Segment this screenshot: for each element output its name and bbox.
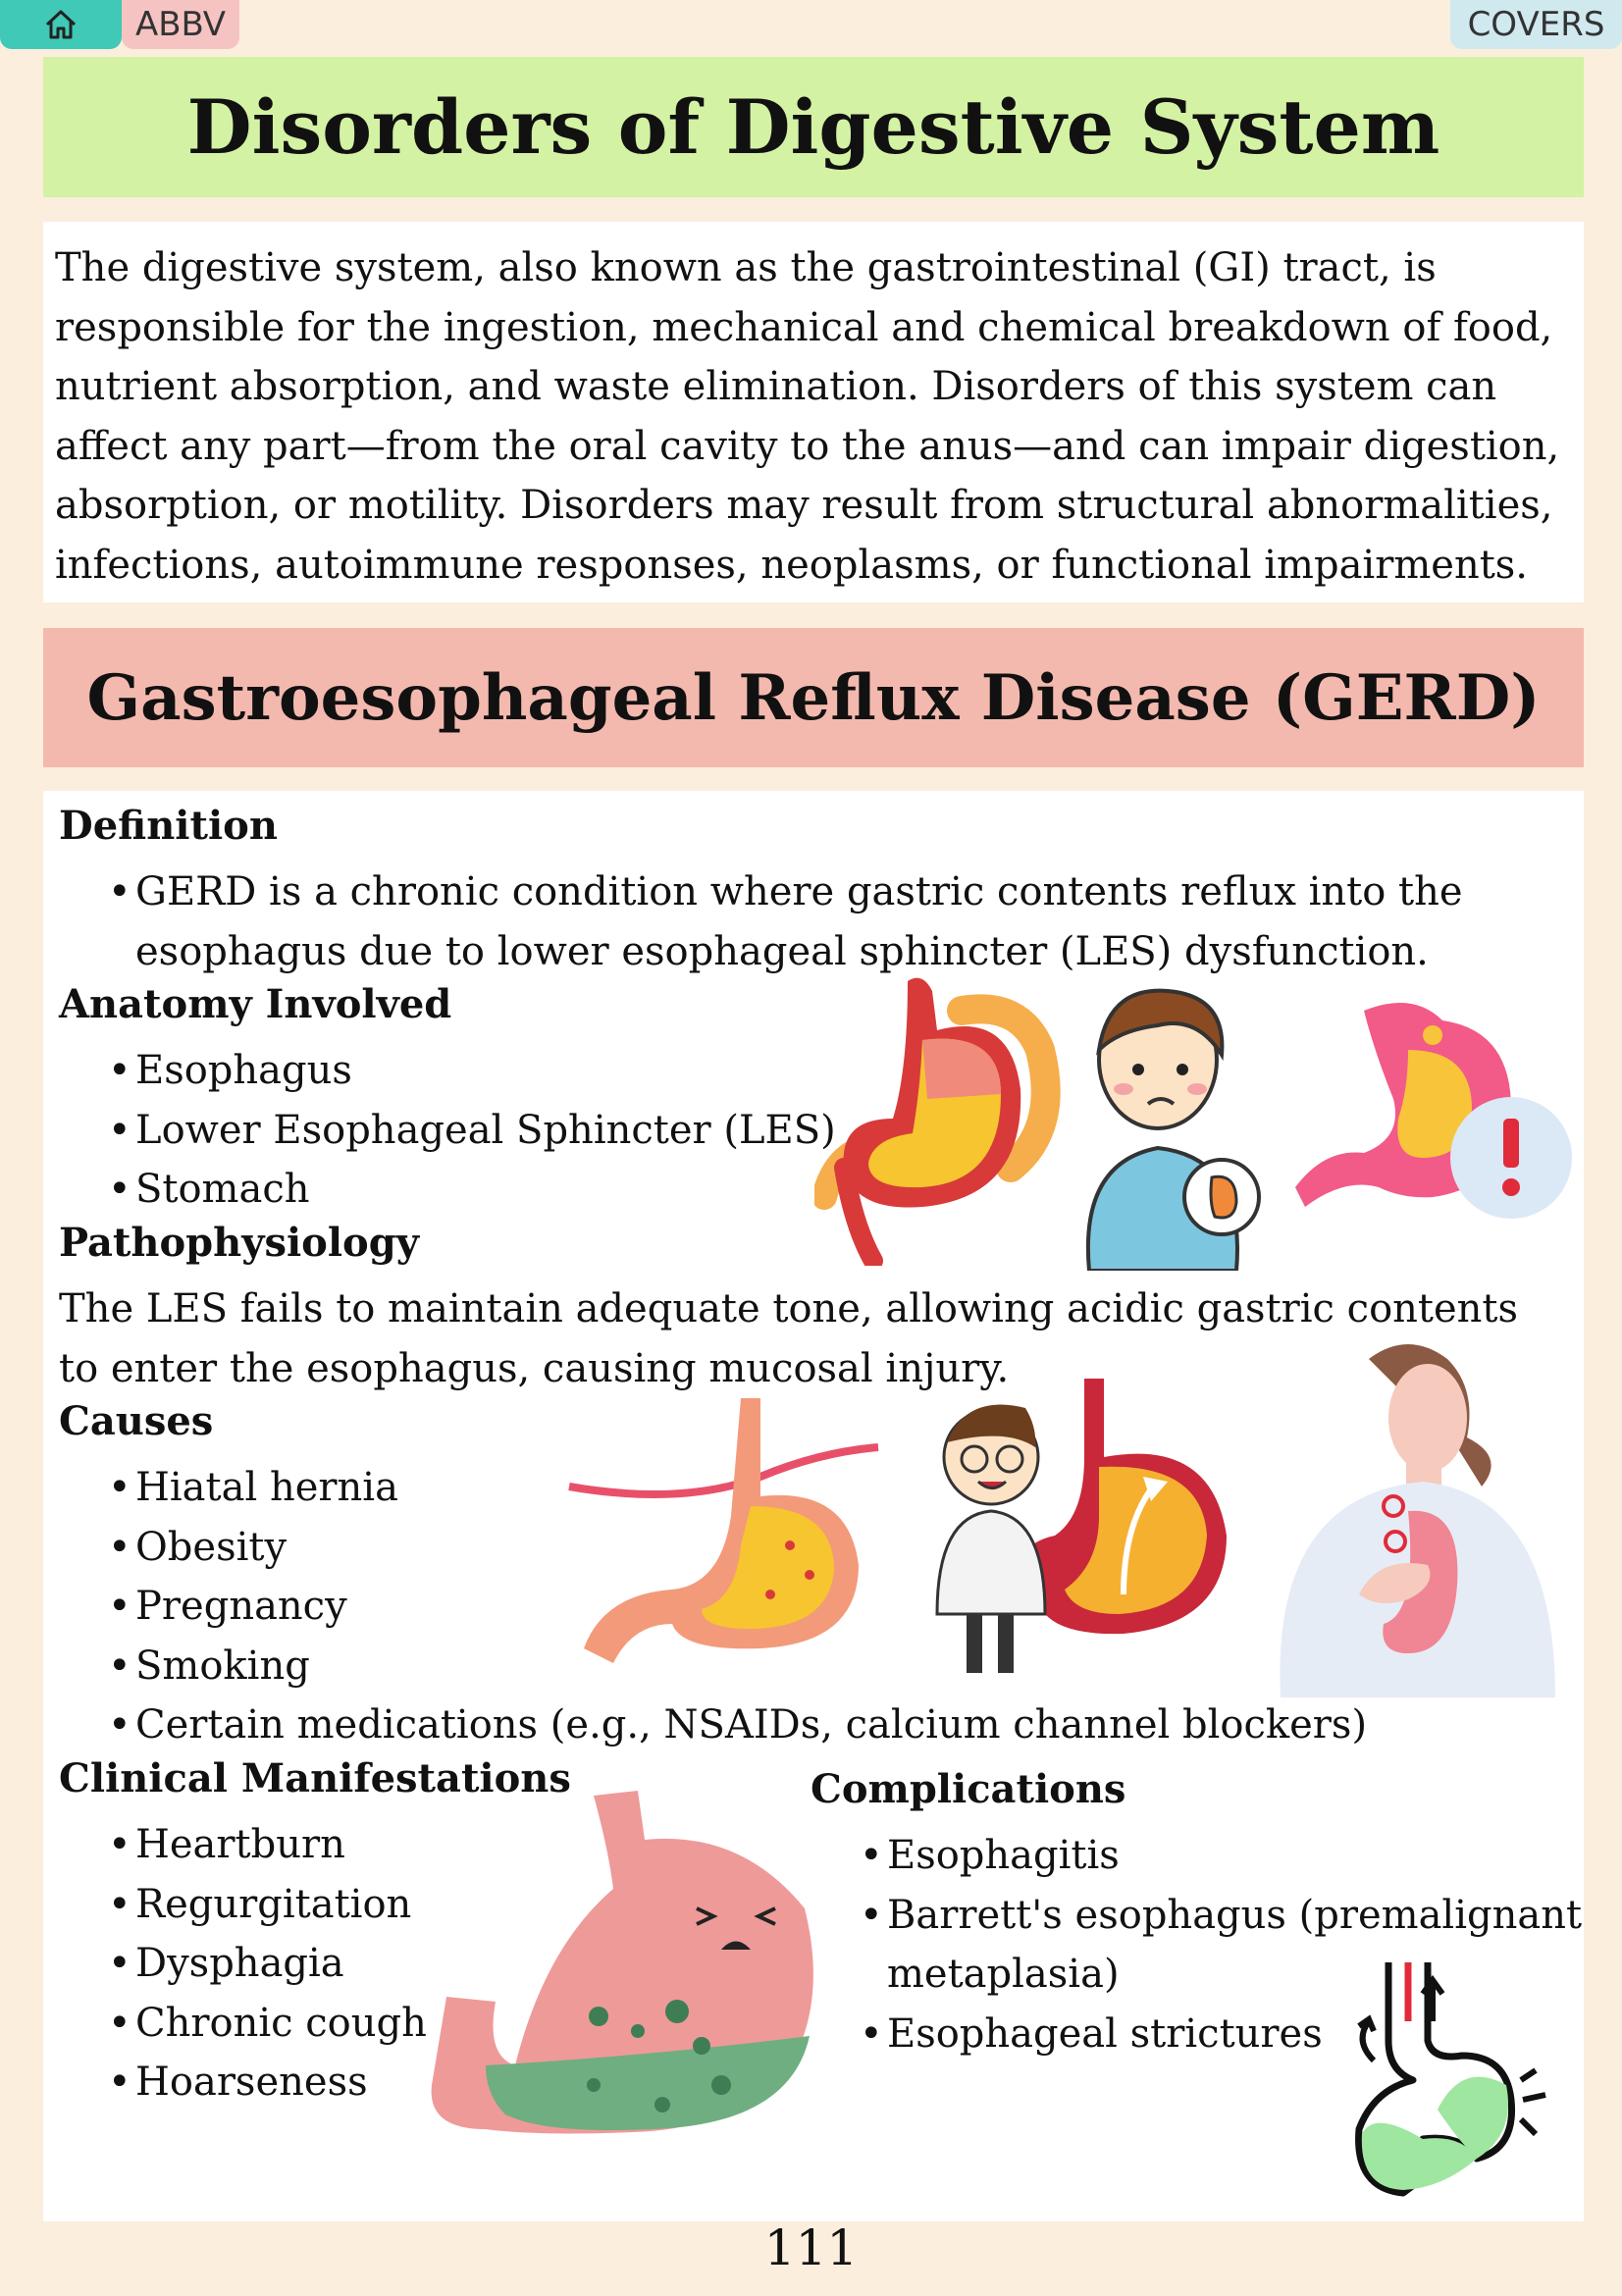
list-item: • Certain medications (e.g., NSAIDs, calcium channel blockers) [59, 1696, 1433, 1755]
list-item: • Lower Esophageal Sphincter (LES) [59, 1101, 844, 1161]
anatomy-heading: Anatomy Involved [59, 981, 452, 1027]
reflux-line-icon [1344, 1962, 1555, 2198]
list-item: • Esophageal strictures [811, 2005, 1586, 2064]
sick-stomach-illustration [427, 1791, 819, 2139]
covers-tab[interactable]: COVERS [1450, 0, 1622, 49]
section-title: Gastroesophageal Reflux Disease (GERD) [43, 628, 1584, 767]
hiatal-hernia-illustration [564, 1398, 888, 1673]
list-item: • Esophagus [59, 1041, 844, 1101]
list-item: • Heartburn [59, 1815, 471, 1875]
anatomy-list [59, 1041, 844, 1220]
list-item: • Dysphagia [59, 1934, 471, 1994]
home-tab[interactable] [0, 0, 122, 49]
list-item: • Pregnancy [59, 1577, 1433, 1637]
definition-heading: Definition [59, 803, 278, 849]
abbv-tab[interactable]: ABBV [122, 0, 239, 49]
home-icon [41, 5, 80, 44]
list-item: • Chronic cough [59, 1994, 471, 2054]
list-item: • Esophagitis [811, 1826, 1586, 1886]
clinical-heading: Clinical Manifestations [59, 1755, 571, 1801]
woman-heartburn-illustration [1261, 1330, 1565, 1697]
list-item: • Barrett's esophagus (premalignant metaplasia) [811, 1886, 1586, 2005]
boy-with-stomachache-illustration [1079, 976, 1276, 1271]
list-item: • Regurgitation [59, 1875, 471, 1935]
burning-stomach-illustration [814, 971, 1070, 1266]
page-number: 111 [763, 2219, 859, 2276]
complications-heading: Complications [811, 1766, 1126, 1812]
causes-heading: Causes [59, 1398, 214, 1444]
list-item: • Obesity [59, 1518, 1433, 1578]
intro-panel [43, 222, 1584, 602]
page-title: Disorders of Digestive System [43, 57, 1584, 197]
list-item: • Stomach [59, 1160, 844, 1220]
list-item: • GERD is a chronic condition where gastric contents reflux into the esophagus due to lower esophageal sphincter (LES) dysfunction. [59, 862, 1472, 981]
intro-text: The digestive system, also known as the gastrointestinal (GI) tract, is responsible for the ingestion, mechanical and chemical breakdown of food, nutrient absorption, and waste elimination. Disorders of this system can affect any part—from the oral cavity to the anus—and can impair digestion, absorption, or motility. Disorders may result from structural abnormalities, infections, autoimmune responses, neoplasms, or functional impairments. [55, 245, 1560, 588]
stomach-alert-illustration [1285, 991, 1580, 1226]
clinical-list [59, 1815, 471, 2113]
pathophysiology-heading: Pathophysiology [59, 1220, 419, 1266]
doctor-stomach-illustration [927, 1369, 1231, 1683]
pathophysiology-text: The LES fails to maintain adequate tone, allowing acidic gastric contents to enter the esophagus, causing mucosal injury. [59, 1286, 1519, 1391]
definition-list [59, 862, 1472, 981]
list-item: • Hiatal hernia [59, 1458, 1433, 1518]
list-item: • Hoarseness [59, 2053, 471, 2113]
list-item: • Smoking [59, 1637, 1433, 1696]
